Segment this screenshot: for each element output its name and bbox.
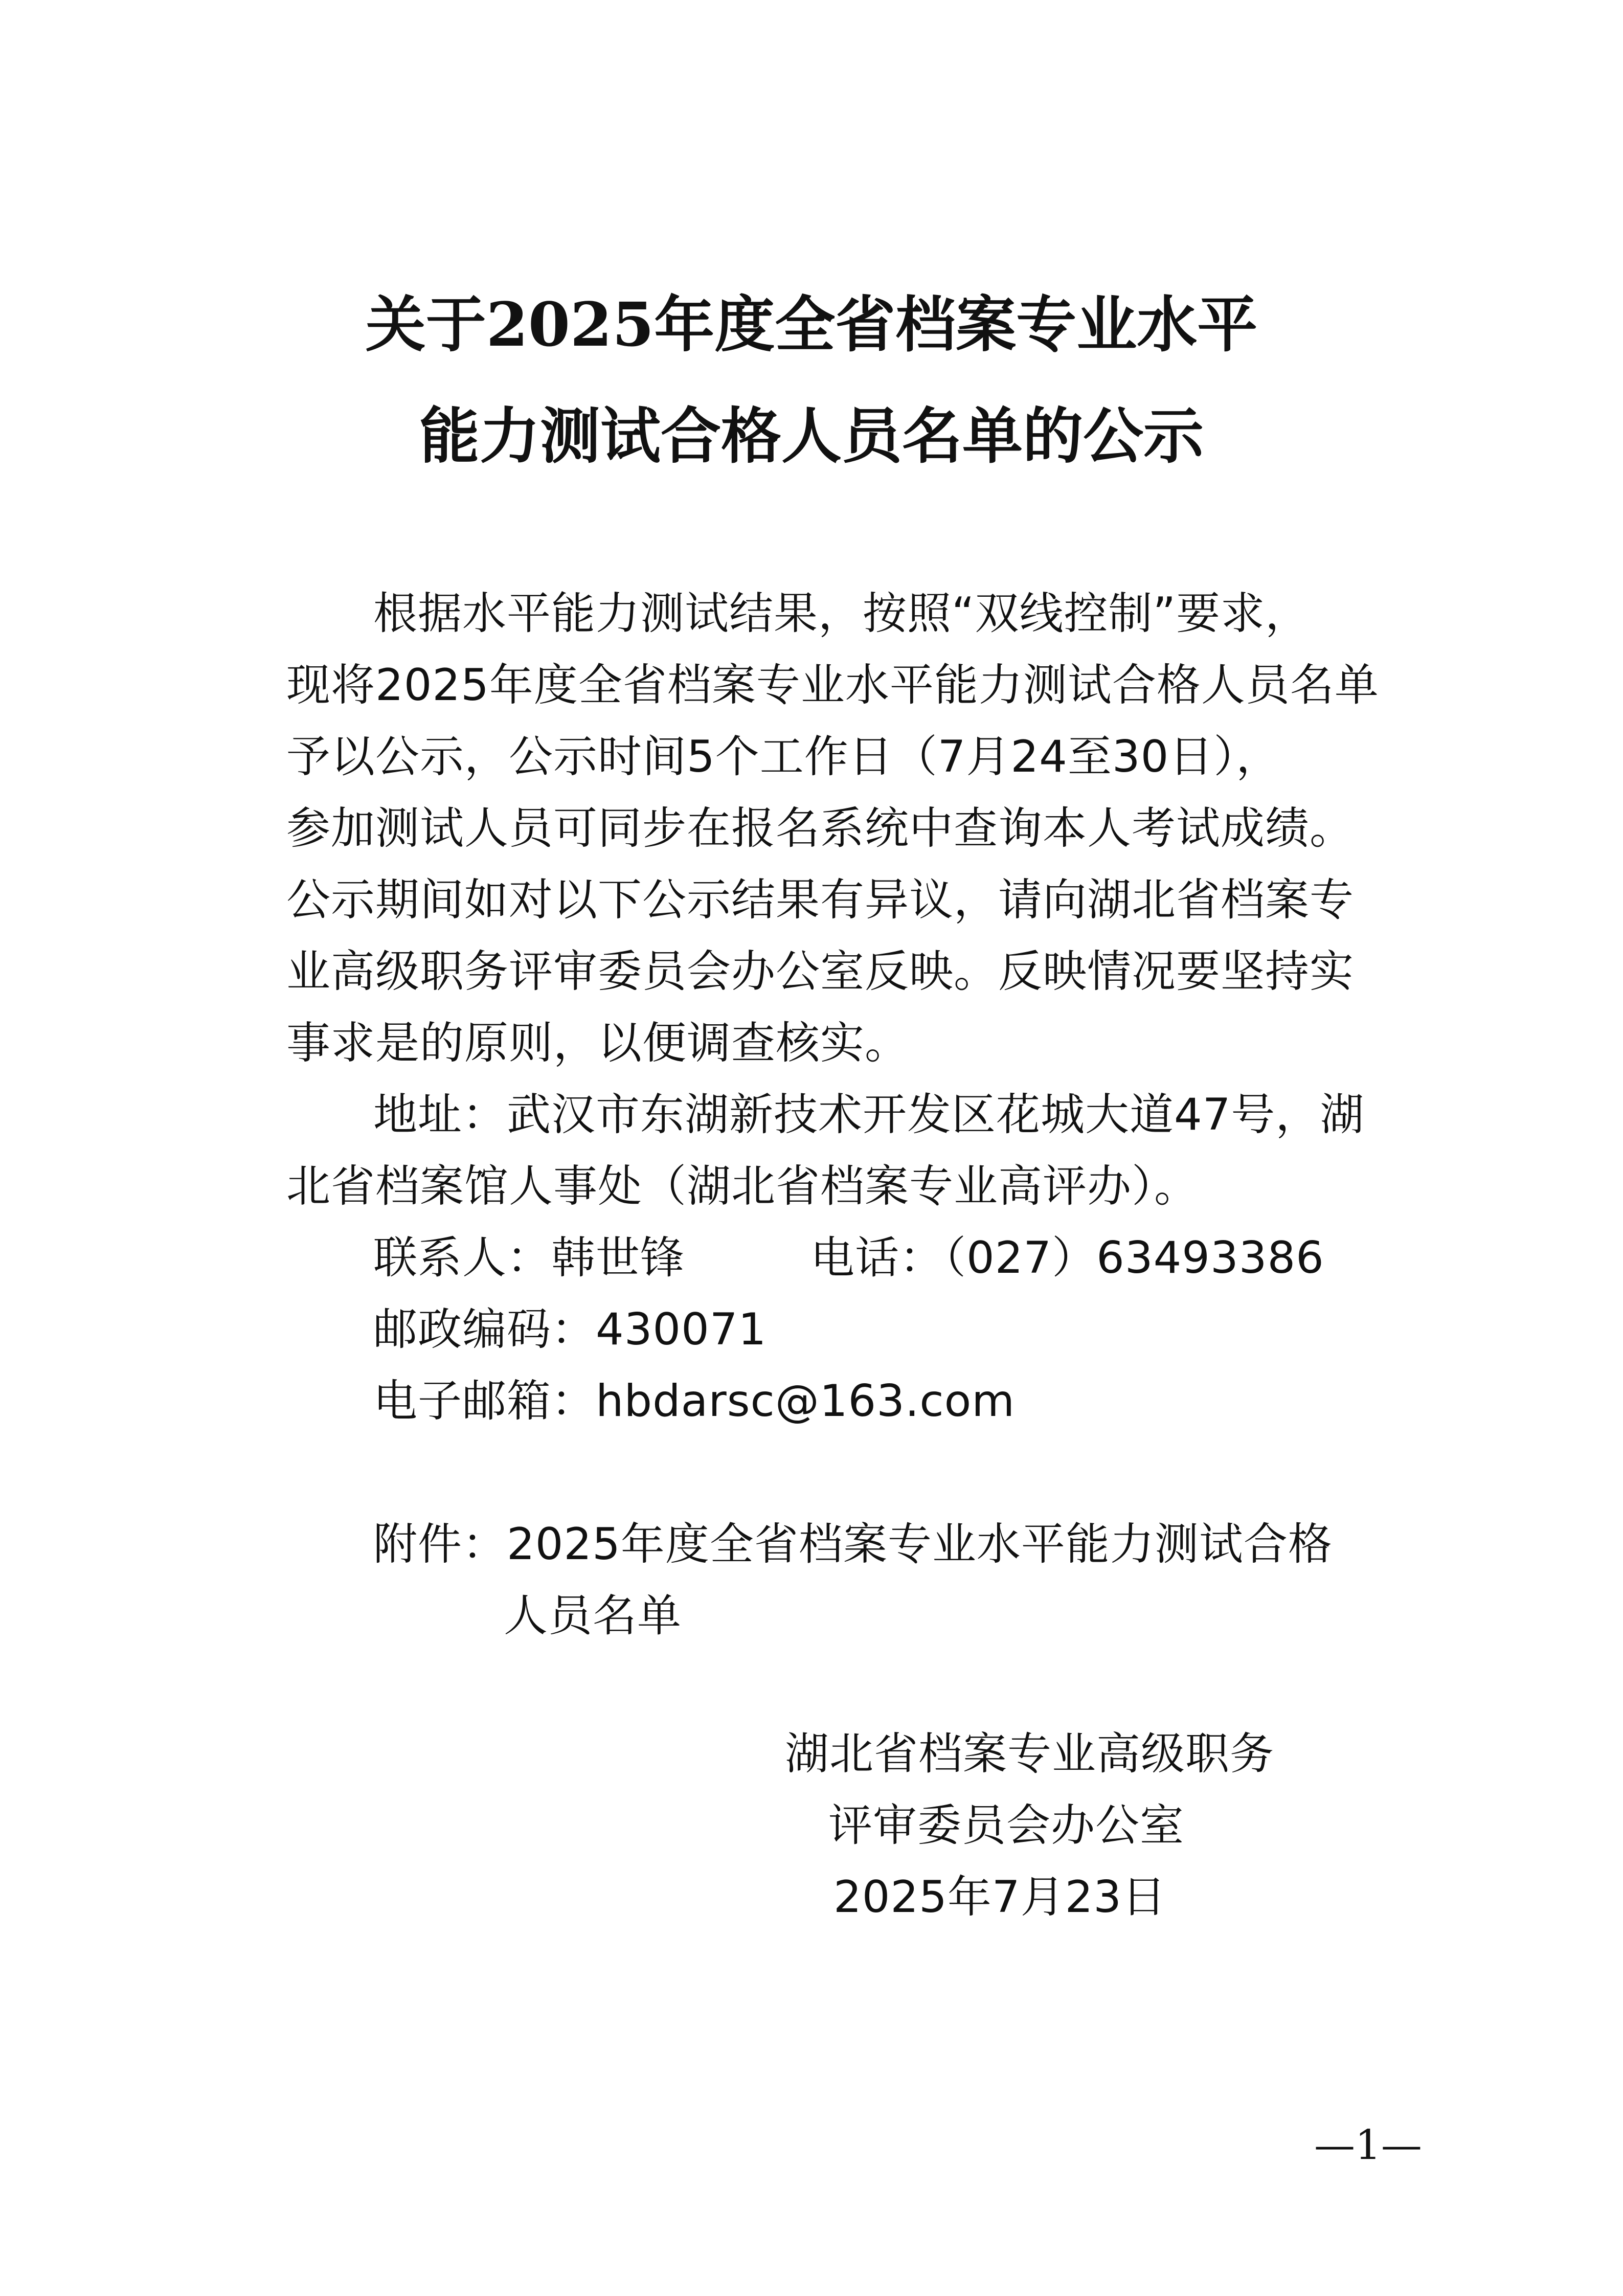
body-line: 公示期间如对以下公示结果有异议，请向湖北省档案专 (286, 874, 1354, 926)
contact-email: 电子邮箱：hbdarsc@163.com (373, 1376, 1015, 1427)
signature-date: 2025年7月23日 (833, 1872, 1167, 1923)
attachment-line-2: 人员名单 (504, 1590, 682, 1641)
signature-org-line-2: 评审委员会办公室 (828, 1800, 1184, 1851)
body-line: 事求是的原则，以便调查核实。 (286, 1018, 909, 1069)
body-line: 根据水平能力测试结果，按照“双线控制”要求， (373, 588, 1310, 639)
body-line: 业高级职务评审委员会办公室反映。反映情况要坚持实 (286, 946, 1354, 997)
attachment-line-1: 附件：2025年度全省档案专业水平能力测试合格 (373, 1519, 1333, 1570)
signature-org-line-1: 湖北省档案专业高级职务 (785, 1728, 1274, 1780)
body-line: 参加测试人员可同步在报名系统中查询本人考试成绩。 (286, 803, 1354, 854)
address-line: 地址：武汉市东湖新技术开发区花城大道47号，湖 (373, 1089, 1365, 1140)
contact-phone: 电话：（027）63493386 (810, 1232, 1324, 1284)
document-title-line-1: 关于2025年度全省档案专业水平 (365, 289, 1258, 360)
address-line: 北省档案馆人事处（湖北省档案专业高评办）。 (286, 1161, 1199, 1212)
document-title-line-2: 能力测试合格人员名单的公示 (419, 400, 1204, 471)
contact-person: 联系人：韩世锋 (373, 1232, 685, 1284)
body-line: 现将2025年度全省档案专业水平能力测试合格人员名单 (286, 660, 1379, 711)
body-line: 予以公示，公示时间5个工作日（7月24至30日）， (286, 731, 1281, 782)
postal-code: 邮政编码：430071 (373, 1304, 767, 1355)
page-number: —1— (1314, 2121, 1422, 2169)
